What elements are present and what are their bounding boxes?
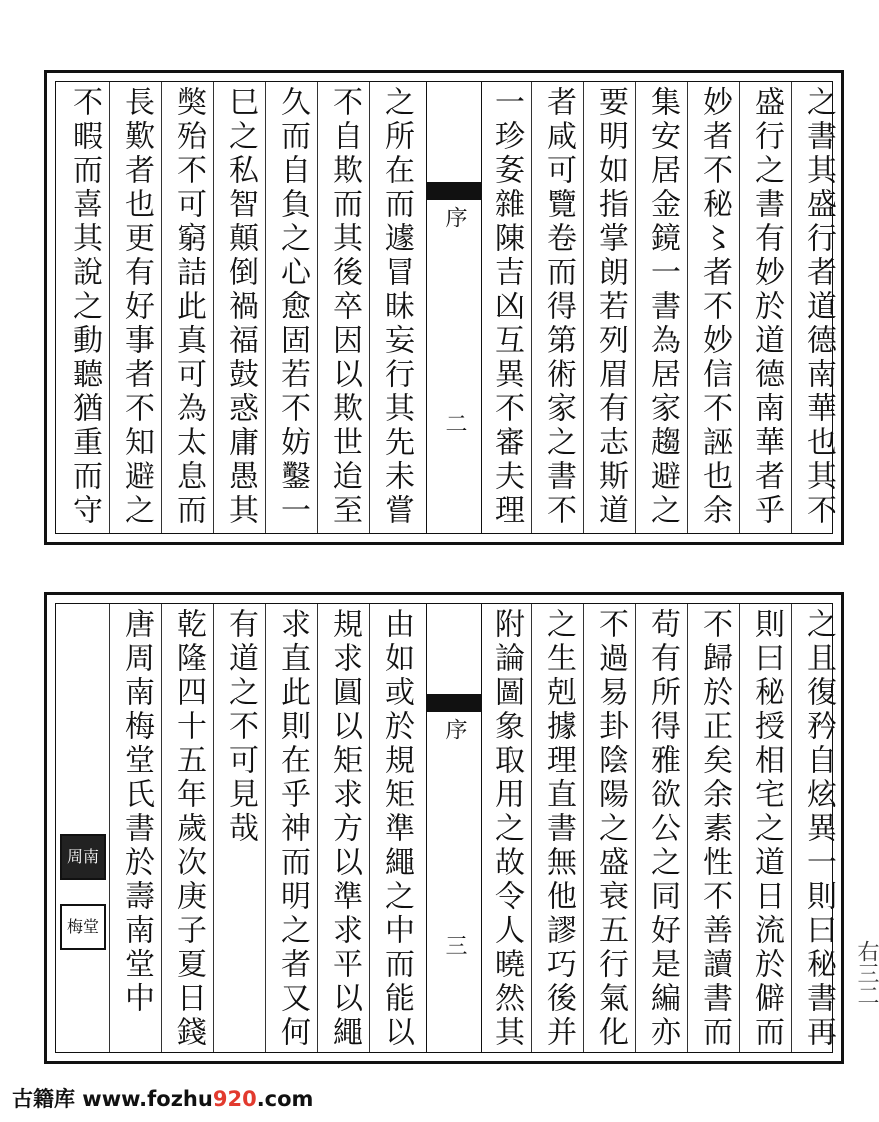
page-fold-band <box>426 82 482 533</box>
column-rule <box>531 82 532 533</box>
column-rule <box>739 82 740 533</box>
folio-number: 三 <box>442 934 467 956</box>
column-rule <box>265 604 266 1052</box>
text-column: 不歸於正矣余素性不善讀書而 <box>697 608 732 1050</box>
text-column: 不暇而喜其說之動聽猶重而守 <box>67 86 102 528</box>
section-label: 序 <box>442 718 467 740</box>
column-rule <box>161 604 162 1052</box>
text-column: 不自欺而其後卒因以欺世迨至 <box>327 86 362 528</box>
watermark-url-accent: 920 <box>212 1087 257 1111</box>
column-rule <box>109 604 110 1052</box>
text-column: 求直此則在乎神而明之者又何 <box>275 608 310 1050</box>
text-column: 之生剋據理直書無他謬巧後并 <box>541 608 576 1050</box>
column-rule <box>369 604 370 1052</box>
column-rule <box>213 82 214 533</box>
margin-mark: 右三二 <box>854 940 879 1006</box>
watermark-url-prefix: www.fozhu <box>75 1087 213 1111</box>
column-rule <box>369 82 370 533</box>
text-column: 之且復矜自炫異一則曰秘書再 <box>801 608 836 1050</box>
text-column: 苟有所得雅欲公之同好是編亦 <box>645 608 680 1050</box>
fishtail-mark <box>426 182 482 200</box>
column-rule <box>213 604 214 1052</box>
text-column: 之書其盛行者道德南華也其不 <box>801 86 836 528</box>
text-column: 盛行之書有妙於道德南華者乎 <box>749 86 784 528</box>
bottom-page <box>44 592 844 1064</box>
text-column: 妙者不秘〻者不妙信不誣也余 <box>697 86 732 528</box>
site-watermark <box>12 1083 313 1113</box>
section-label: 序 <box>442 206 467 228</box>
column-rule <box>635 604 636 1052</box>
column-rule <box>161 82 162 533</box>
text-column: 規求圓以矩求方以準求平以繩 <box>327 608 362 1050</box>
page-fold-band <box>426 604 482 1052</box>
column-rule <box>531 604 532 1052</box>
fishtail-mark <box>426 694 482 712</box>
watermark-brand: 古籍库 <box>12 1087 75 1111</box>
folio-number: 二 <box>442 412 467 434</box>
column-rule <box>791 604 792 1052</box>
column-rule <box>739 604 740 1052</box>
text-column: 唐周南梅堂氏書於壽南堂中 <box>119 608 154 1016</box>
column-rule <box>317 604 318 1052</box>
column-rule <box>109 82 110 533</box>
column-rule <box>317 82 318 533</box>
text-column: 獘殆不可窮詰此真可為太息而 <box>171 86 206 528</box>
text-column: 則曰秘授相宅之道日流於僻而 <box>749 608 784 1050</box>
column-rule <box>583 82 584 533</box>
seal-stamp: 周南 <box>60 834 106 880</box>
column-rule <box>265 82 266 533</box>
watermark-url-suffix: .com <box>256 1087 314 1111</box>
text-column: 久而自負之心愈固若不妨鑿一 <box>275 86 310 528</box>
seal-stamp: 梅堂 <box>60 904 106 950</box>
column-rule <box>635 82 636 533</box>
column-rule <box>687 604 688 1052</box>
top-page-frame <box>55 81 836 534</box>
text-column: 有道之不可見哉 <box>223 608 258 846</box>
text-column: 不過易卦陰陽之盛衰五行氣化 <box>593 608 628 1050</box>
text-column: 由如或於規矩準繩之中而能以 <box>379 608 414 1050</box>
text-column: 附論圖象取用之故令人曉然其 <box>489 608 524 1050</box>
text-column: 之所在而遽冒昧妄行其先未嘗 <box>379 86 414 528</box>
column-rule <box>687 82 688 533</box>
text-column: 長歎者也更有好事者不知避之 <box>119 86 154 528</box>
text-column: 乾隆四十五年歲次庚子夏日錢 <box>171 608 206 1050</box>
text-column: 要明如指掌朗若列眉有志斯道 <box>593 86 628 528</box>
top-page <box>44 70 844 545</box>
bottom-page-frame <box>55 603 836 1053</box>
text-column: 集安居金鏡一書為居家趨避之 <box>645 86 680 528</box>
column-rule <box>583 604 584 1052</box>
text-column: 一珍㚣雜陳吉凶互異不審夫理 <box>489 86 524 528</box>
text-column: 巳之私智顛倒禍福鼓惑庸愚其 <box>223 86 258 528</box>
text-column: 者咸可覽卷而得第術家之書不 <box>541 86 576 528</box>
column-rule <box>791 82 792 533</box>
